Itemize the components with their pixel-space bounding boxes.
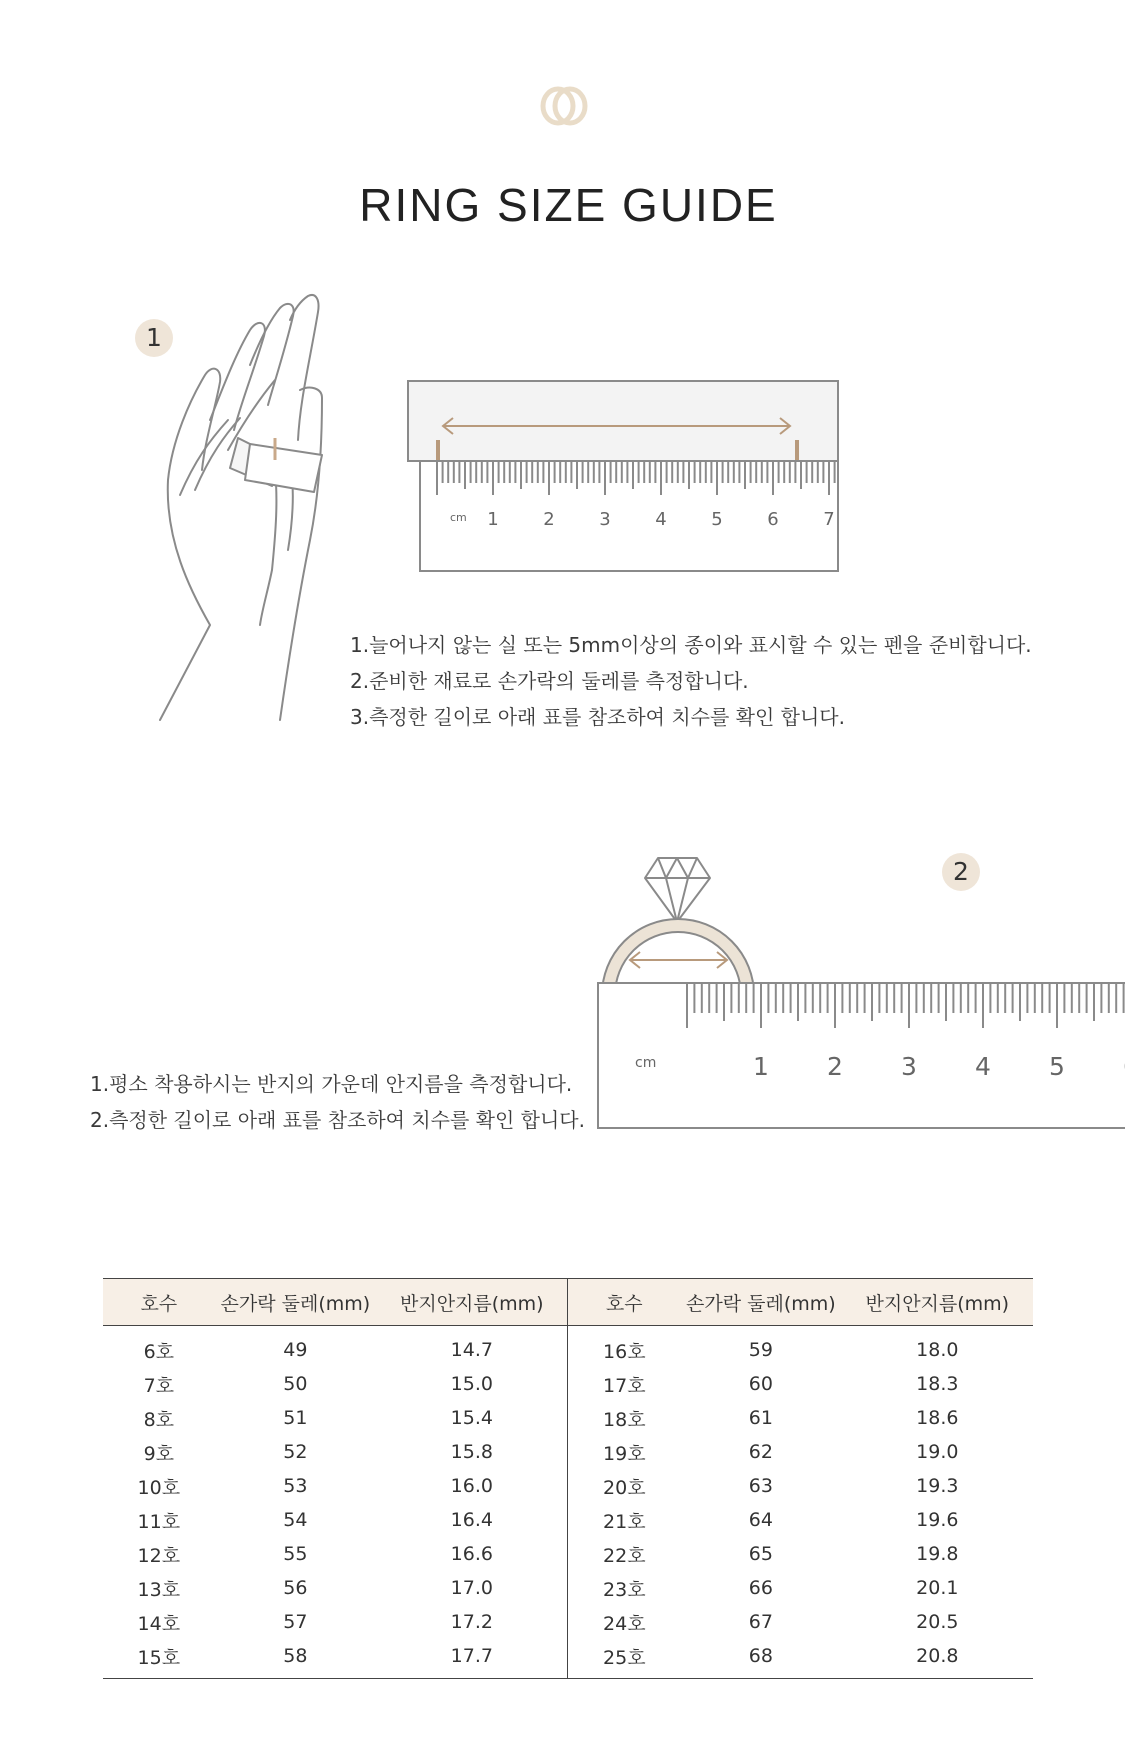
diamond-ring-on-ruler-illustration (595, 840, 1125, 1140)
table-cell: 18.0 (916, 1339, 959, 1361)
table-cell: 67 (748, 1611, 773, 1633)
table-cell: 63 (748, 1475, 773, 1497)
table-row (103, 1326, 1033, 1368)
table-cell: 17.7 (376, 1639, 568, 1679)
ruler-number: 3 (599, 509, 611, 530)
column-header: 반지안지름(mm) (376, 1279, 568, 1326)
table-row (103, 1469, 1033, 1503)
ruler-number: 5 (711, 509, 723, 530)
table-cell: 17.2 (450, 1611, 493, 1633)
table-cell: 21호 (568, 1503, 680, 1537)
table-cell: 55 (283, 1543, 308, 1565)
table-row (103, 1503, 1033, 1537)
table-cell: 62 (748, 1441, 773, 1463)
table-cell: 24호 (568, 1605, 680, 1639)
ruler-unit-label: cm (450, 511, 467, 524)
table-cell: 8호 (143, 1408, 175, 1431)
table-cell: 11호 (137, 1510, 181, 1533)
column-header: 손가락 둘레(mm) (215, 1279, 377, 1326)
table-cell: 15.4 (450, 1407, 493, 1429)
table-cell: 20.5 (916, 1611, 959, 1633)
table-cell: 19.8 (916, 1543, 959, 1565)
table-cell: 17.0 (450, 1577, 493, 1599)
table-cell: 57 (283, 1611, 308, 1633)
instruction-line: 1.평소 착용하시는 반지의 가운데 안지름을 측정합니다. (90, 1072, 573, 1096)
ruler-number: 7 (823, 509, 835, 530)
table-row (103, 1367, 1033, 1401)
ring-size-table (103, 1278, 1033, 1679)
ruler-number: 2 (543, 509, 555, 530)
rings-logo-icon (538, 84, 590, 128)
column-header: 호수 (103, 1279, 215, 1326)
ruler-number: 2 (827, 1052, 843, 1081)
hand-with-paper-strip-illustration (150, 290, 370, 730)
table-cell: 51 (283, 1407, 308, 1429)
column-header: 호수 (568, 1279, 680, 1326)
table-cell: 53 (283, 1475, 308, 1497)
table-cell: 16호 (568, 1326, 680, 1368)
ruler-unit-label: cm (635, 1055, 657, 1071)
ruler-number: 4 (655, 509, 667, 530)
table-cell: 23호 (568, 1571, 680, 1605)
ruler-number: 1 (753, 1052, 769, 1081)
table-cell: 19.3 (916, 1475, 959, 1497)
table-cell: 25호 (568, 1639, 680, 1679)
ruler-number: 4 (975, 1052, 991, 1081)
table-cell: 58 (215, 1639, 377, 1679)
table-header-row (103, 1279, 1033, 1326)
ruler-number: 1 (487, 509, 499, 530)
table-cell: 16.4 (450, 1509, 493, 1531)
column-header: 손가락 둘레(mm) (680, 1279, 842, 1326)
table-cell: 66 (748, 1577, 773, 1599)
ruler-number: 5 (1049, 1052, 1065, 1081)
table-cell: 68 (680, 1639, 842, 1679)
table-row (103, 1639, 1033, 1679)
table-cell: 19.6 (916, 1509, 959, 1531)
table-cell: 50 (283, 1373, 308, 1395)
table-cell: 20호 (568, 1469, 680, 1503)
table-cell: 56 (283, 1577, 308, 1599)
ruler-number: 6 (767, 509, 779, 530)
table-row (103, 1605, 1033, 1639)
step-badge-2: 2 (942, 853, 980, 891)
table-cell: 15.8 (450, 1441, 493, 1463)
table-cell: 12호 (137, 1544, 181, 1567)
table-cell: 54 (283, 1509, 308, 1531)
table-cell: 14.7 (450, 1339, 493, 1361)
table-cell: 65 (748, 1543, 773, 1565)
table-cell: 17호 (568, 1367, 680, 1401)
column-header: 반지안지름(mm) (842, 1279, 1033, 1326)
section2-instructions (90, 1066, 585, 1138)
table-cell: 10호 (137, 1476, 181, 1499)
table-cell: 6호 (143, 1340, 175, 1363)
instruction-line: 2.측정한 길이로 아래 표를 참조하여 치수를 확인 합니다. (90, 1108, 585, 1132)
table-cell: 20.1 (916, 1577, 959, 1599)
table-cell: 59 (748, 1339, 773, 1361)
table-cell: 18.3 (916, 1373, 959, 1395)
table-cell: 7호 (143, 1374, 175, 1397)
table-row (103, 1435, 1033, 1469)
ruler-number: 3 (901, 1052, 917, 1081)
ruler-with-paper-strip (405, 378, 845, 578)
table-cell: 19호 (568, 1435, 680, 1469)
instruction-line: 3.측정한 길이로 아래 표를 참조하여 치수를 확인 합니다. (350, 705, 845, 729)
table-cell: 52 (283, 1441, 308, 1463)
table-row (103, 1571, 1033, 1605)
table-cell: 13호 (137, 1578, 181, 1601)
table-cell: 15.0 (450, 1373, 493, 1395)
instruction-line: 2.준비한 재료로 손가락의 둘레를 측정합니다. (350, 669, 749, 693)
instruction-line: 1.늘어나지 않는 실 또는 5mm이상의 종이와 표시할 수 있는 펜을 준비합니다. (350, 633, 1032, 657)
table-cell: 61 (748, 1407, 773, 1429)
table-cell: 16.6 (450, 1543, 493, 1565)
table-cell: 16.0 (450, 1475, 493, 1497)
page-title: RING SIZE GUIDE (359, 179, 778, 231)
table-cell: 64 (748, 1509, 773, 1531)
section1-instructions (350, 627, 1032, 735)
table-cell: 14호 (137, 1612, 181, 1635)
table-row (103, 1401, 1033, 1435)
table-cell: 18.6 (916, 1407, 959, 1429)
table-cell: 22호 (568, 1537, 680, 1571)
table-row (103, 1537, 1033, 1571)
table-cell: 9호 (143, 1442, 175, 1465)
table-cell: 20.8 (842, 1639, 1033, 1679)
table-cell: 60 (748, 1373, 773, 1395)
table-cell: 49 (283, 1339, 308, 1361)
table-cell: 19.0 (916, 1441, 959, 1463)
step-badge-1: 1 (135, 319, 173, 357)
table-cell: 15호 (103, 1639, 215, 1679)
table-cell: 18호 (568, 1401, 680, 1435)
